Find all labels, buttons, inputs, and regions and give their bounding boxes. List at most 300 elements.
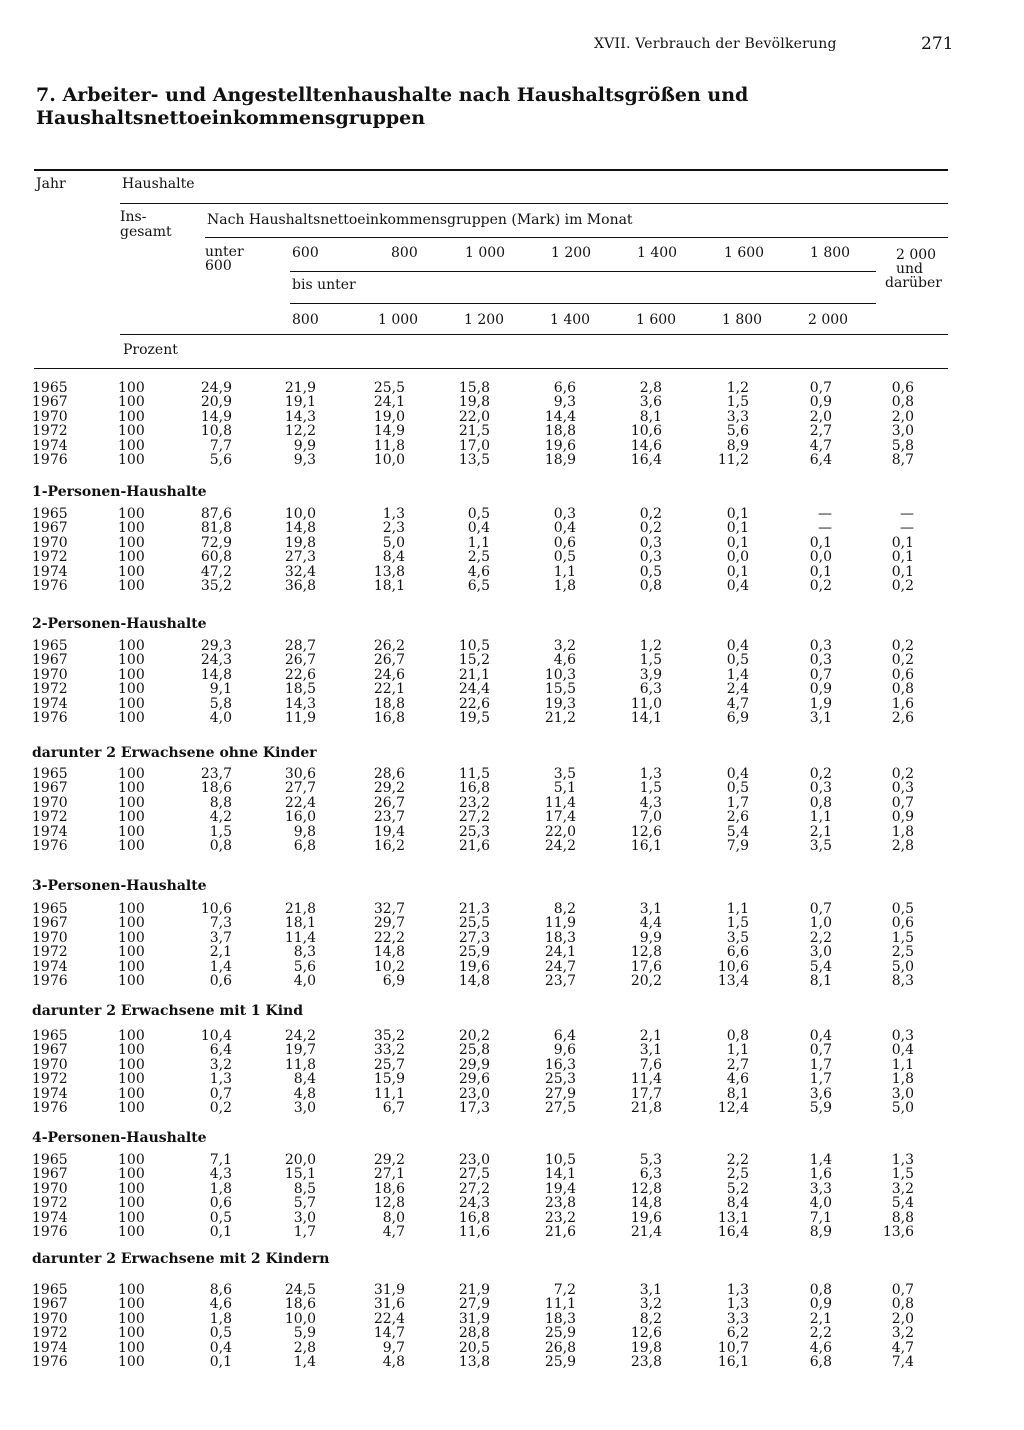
table-row bbox=[0, 916, 1024, 930]
value-cell: 27,3 bbox=[458, 929, 490, 946]
value-cell: 0,6 bbox=[891, 666, 914, 683]
value-cell: 1,2 bbox=[639, 638, 662, 654]
value-cell: 0,2 bbox=[209, 1099, 232, 1116]
value-cell: 17,6 bbox=[630, 958, 662, 975]
value-cell: 14,9 bbox=[373, 423, 405, 440]
rule-bis-unter bbox=[290, 303, 876, 304]
value-cell: 1,5 bbox=[726, 394, 749, 411]
value-cell: 0,7 bbox=[809, 1042, 832, 1059]
value-cell: 1,8 bbox=[209, 1180, 232, 1197]
total-cell: 100 bbox=[118, 1166, 145, 1183]
value-cell: 4,7 bbox=[726, 695, 749, 712]
total-cell: 100 bbox=[118, 380, 145, 396]
value-cell: 23,8 bbox=[544, 1195, 576, 1212]
value-cell: 0,0 bbox=[809, 549, 832, 566]
value-cell: 0,1 bbox=[726, 534, 749, 551]
value-cell: 0,7 bbox=[209, 1085, 232, 1102]
value-cell: 27,9 bbox=[544, 1085, 576, 1102]
year-cell: 1976 bbox=[32, 1223, 68, 1240]
value-cell: 0,7 bbox=[809, 666, 832, 683]
total-cell: 100 bbox=[118, 1223, 145, 1240]
year-cell: 1965 bbox=[32, 638, 68, 654]
year-cell: 1967 bbox=[32, 652, 68, 669]
value-cell: 2,8 bbox=[293, 1339, 316, 1356]
value-cell: 18,9 bbox=[544, 451, 576, 468]
total-cell: 100 bbox=[118, 1180, 145, 1197]
value-cell: 12,8 bbox=[630, 944, 662, 961]
group-title: darunter 2 Erwachsene mit 1 Kind bbox=[32, 1003, 303, 1019]
value-cell: 19,8 bbox=[284, 534, 316, 551]
value-cell: 3,0 bbox=[293, 1099, 316, 1116]
value-cell: 25,9 bbox=[544, 1325, 576, 1342]
table-row bbox=[0, 810, 1024, 824]
table-row bbox=[0, 931, 1024, 945]
total-cell: 100 bbox=[118, 577, 145, 594]
year-cell: 1967 bbox=[32, 780, 68, 797]
value-cell: 13,5 bbox=[458, 451, 490, 468]
value-cell: 1,2 bbox=[726, 380, 749, 396]
value-cell: 2,7 bbox=[809, 423, 832, 440]
value-cell: 6,9 bbox=[382, 972, 405, 989]
value-cell: 1,3 bbox=[639, 766, 662, 782]
year-cell: 1976 bbox=[32, 577, 68, 594]
value-cell: 15,2 bbox=[458, 652, 490, 669]
value-cell: 4,3 bbox=[639, 794, 662, 811]
value-cell: 14,1 bbox=[630, 709, 662, 726]
value-cell: 23,2 bbox=[458, 794, 490, 811]
value-cell: 5,7 bbox=[293, 1195, 316, 1212]
value-cell: 27,2 bbox=[458, 1180, 490, 1197]
value-cell: 0,9 bbox=[891, 809, 914, 826]
value-cell: 2,7 bbox=[726, 1056, 749, 1073]
table-row bbox=[0, 395, 1024, 409]
year-cell: 1967 bbox=[32, 394, 68, 411]
table-row bbox=[0, 1225, 1024, 1239]
value-cell: 0,1 bbox=[809, 563, 832, 580]
value-cell: 2,1 bbox=[209, 944, 232, 961]
value-cell: 5,9 bbox=[293, 1325, 316, 1342]
value-cell: 3,1 bbox=[639, 1042, 662, 1059]
value-cell: 0,1 bbox=[209, 1353, 232, 1370]
value-cell: 24,6 bbox=[373, 666, 405, 683]
total-cell: 100 bbox=[118, 958, 145, 975]
value-cell: 29,7 bbox=[373, 915, 405, 932]
value-cell: 24,9 bbox=[200, 380, 232, 396]
value-cell: 20,0 bbox=[284, 1152, 316, 1168]
value-cell: 3,1 bbox=[639, 1282, 662, 1298]
value-cell: — bbox=[900, 520, 914, 537]
value-cell: 9,3 bbox=[553, 394, 576, 411]
value-cell: 6,3 bbox=[639, 681, 662, 698]
total-cell: 100 bbox=[118, 837, 145, 854]
col-header-bis-unter: bis unter bbox=[292, 277, 356, 293]
year-cell: 1970 bbox=[32, 1310, 68, 1327]
value-cell: 14,8 bbox=[458, 972, 490, 989]
table-row bbox=[0, 507, 1024, 521]
col-header-jahr: Jahr bbox=[36, 176, 66, 192]
value-cell: 1,3 bbox=[726, 1296, 749, 1313]
value-cell: 16,8 bbox=[458, 1209, 490, 1226]
value-cell: 0,5 bbox=[726, 780, 749, 797]
value-cell: 8,4 bbox=[382, 549, 405, 566]
col-header-haushalte: Haushalte bbox=[122, 176, 195, 192]
value-cell: 5,4 bbox=[891, 1195, 914, 1212]
table-row bbox=[0, 1297, 1024, 1311]
year-cell: 1972 bbox=[32, 1071, 68, 1088]
value-cell: 11,6 bbox=[458, 1223, 490, 1240]
value-cell: 5,8 bbox=[209, 695, 232, 712]
value-cell: 0,3 bbox=[809, 652, 832, 669]
value-cell: 35,2 bbox=[373, 1028, 405, 1044]
value-cell: 2,2 bbox=[809, 1325, 832, 1342]
value-cell: 0,3 bbox=[809, 638, 832, 654]
group-block bbox=[0, 902, 1024, 988]
value-cell: 1,1 bbox=[553, 563, 576, 580]
value-cell: 27,9 bbox=[458, 1296, 490, 1313]
year-cell: 1974 bbox=[32, 958, 68, 975]
total-cell: 100 bbox=[118, 520, 145, 537]
value-cell: 0,1 bbox=[209, 1223, 232, 1240]
value-cell: 11,4 bbox=[284, 929, 316, 946]
value-cell: 6,4 bbox=[809, 451, 832, 468]
group-block bbox=[0, 767, 1024, 853]
value-cell: 6,7 bbox=[382, 1099, 405, 1116]
col-header-to-2: 1 200 bbox=[464, 312, 505, 328]
value-cell: 3,7 bbox=[209, 929, 232, 946]
value-cell: 8,2 bbox=[553, 901, 576, 917]
group-block bbox=[0, 1029, 1024, 1115]
group-title: 4-Personen-Haushalte bbox=[32, 1130, 207, 1146]
total-cell: 100 bbox=[118, 1296, 145, 1313]
value-cell: 27,7 bbox=[284, 780, 316, 797]
value-cell: 24,4 bbox=[458, 681, 490, 698]
value-cell: 0,6 bbox=[891, 915, 914, 932]
value-cell: 4,0 bbox=[209, 709, 232, 726]
value-cell: 3,3 bbox=[726, 408, 749, 425]
year-cell: 1967 bbox=[32, 1296, 68, 1313]
value-cell: 22,1 bbox=[373, 681, 405, 698]
year-cell: 1976 bbox=[32, 451, 68, 468]
value-cell: 19,8 bbox=[630, 1339, 662, 1356]
total-cell: 100 bbox=[118, 549, 145, 566]
value-cell: 19,8 bbox=[458, 394, 490, 411]
value-cell: 16,1 bbox=[717, 1353, 749, 1370]
value-cell: 2,6 bbox=[726, 809, 749, 826]
value-cell: 0,4 bbox=[467, 520, 490, 537]
total-cell: 100 bbox=[118, 972, 145, 989]
value-cell: 0,0 bbox=[726, 549, 749, 566]
value-cell: 4,6 bbox=[209, 1296, 232, 1313]
value-cell: 12,8 bbox=[630, 1180, 662, 1197]
value-cell: 3,1 bbox=[639, 901, 662, 917]
year-cell: 1972 bbox=[32, 1325, 68, 1342]
table-row bbox=[0, 565, 1024, 579]
year-cell: 1972 bbox=[32, 549, 68, 566]
total-cell: 100 bbox=[118, 666, 145, 683]
value-cell: 0,1 bbox=[891, 549, 914, 566]
col-header-darueber: darüber bbox=[885, 275, 942, 291]
value-cell: 1,4 bbox=[726, 666, 749, 683]
value-cell: 16,4 bbox=[717, 1223, 749, 1240]
total-cell: 100 bbox=[118, 1028, 145, 1044]
total-cell: 100 bbox=[118, 1209, 145, 1226]
col-header-to-6: 2 000 bbox=[808, 312, 849, 328]
value-cell: 3,1 bbox=[809, 709, 832, 726]
value-cell: 25,3 bbox=[458, 823, 490, 840]
value-cell: 19,0 bbox=[373, 408, 405, 425]
value-cell: 3,6 bbox=[639, 394, 662, 411]
value-cell: 0,6 bbox=[891, 380, 914, 396]
table-row bbox=[0, 1196, 1024, 1210]
value-cell: 10,0 bbox=[284, 1310, 316, 1327]
year-cell: 1976 bbox=[32, 972, 68, 989]
year-cell: 1976 bbox=[32, 837, 68, 854]
value-cell: 28,6 bbox=[373, 766, 405, 782]
table-row bbox=[0, 902, 1024, 916]
value-cell: 0,5 bbox=[553, 549, 576, 566]
year-cell: 1972 bbox=[32, 809, 68, 826]
value-cell: 18,8 bbox=[373, 695, 405, 712]
total-cell: 100 bbox=[118, 563, 145, 580]
value-cell: 21,9 bbox=[284, 380, 316, 396]
value-cell: 22,4 bbox=[373, 1310, 405, 1327]
value-cell: 4,7 bbox=[809, 437, 832, 454]
value-cell: 1,1 bbox=[891, 1056, 914, 1073]
value-cell: 0,6 bbox=[553, 534, 576, 551]
col-header-to-5: 1 800 bbox=[722, 312, 763, 328]
value-cell: 32,7 bbox=[373, 901, 405, 917]
year-cell: 1970 bbox=[32, 794, 68, 811]
value-cell: 8,9 bbox=[809, 1223, 832, 1240]
value-cell: 0,1 bbox=[726, 506, 749, 522]
value-cell: 0,9 bbox=[809, 394, 832, 411]
total-cell: 100 bbox=[118, 944, 145, 961]
value-cell: 7,0 bbox=[639, 809, 662, 826]
value-cell: 7,1 bbox=[809, 1209, 832, 1226]
table-row bbox=[0, 453, 1024, 467]
value-cell: 8,8 bbox=[891, 1209, 914, 1226]
value-cell: 4,6 bbox=[809, 1339, 832, 1356]
value-cell: 2,5 bbox=[891, 944, 914, 961]
value-cell: 11,0 bbox=[630, 695, 662, 712]
year-cell: 1965 bbox=[32, 766, 68, 782]
value-cell: 22,0 bbox=[544, 823, 576, 840]
value-cell: 19,1 bbox=[284, 394, 316, 411]
value-cell: 5,6 bbox=[726, 423, 749, 440]
year-cell: 1967 bbox=[32, 915, 68, 932]
year-cell: 1965 bbox=[32, 1282, 68, 1298]
value-cell: 8,3 bbox=[293, 944, 316, 961]
value-cell: 16,4 bbox=[630, 451, 662, 468]
value-cell: 21,5 bbox=[458, 423, 490, 440]
total-cell: 100 bbox=[118, 408, 145, 425]
value-cell: 15,8 bbox=[458, 380, 490, 396]
value-cell: 29,6 bbox=[458, 1071, 490, 1088]
value-cell: 2,2 bbox=[809, 929, 832, 946]
value-cell: 13,1 bbox=[717, 1209, 749, 1226]
value-cell: 47,2 bbox=[200, 563, 232, 580]
value-cell: 10,6 bbox=[717, 958, 749, 975]
value-cell: 10,0 bbox=[373, 451, 405, 468]
value-cell: 2,0 bbox=[891, 408, 914, 425]
value-cell: 26,7 bbox=[373, 652, 405, 669]
value-cell: 31,9 bbox=[373, 1282, 405, 1298]
value-cell: 1,1 bbox=[726, 901, 749, 917]
year-cell: 1970 bbox=[32, 534, 68, 551]
year-cell: 1967 bbox=[32, 1166, 68, 1183]
value-cell: 1,1 bbox=[809, 809, 832, 826]
table-row bbox=[0, 653, 1024, 667]
year-cell: 1967 bbox=[32, 520, 68, 537]
total-cell: 100 bbox=[118, 1071, 145, 1088]
value-cell: 18,5 bbox=[284, 681, 316, 698]
value-cell: 0,1 bbox=[891, 563, 914, 580]
year-cell: 1974 bbox=[32, 563, 68, 580]
value-cell: 17,3 bbox=[458, 1099, 490, 1116]
value-cell: 18,1 bbox=[373, 577, 405, 594]
value-cell: 0,8 bbox=[639, 577, 662, 594]
value-cell: 19,5 bbox=[458, 709, 490, 726]
value-cell: 10,6 bbox=[630, 423, 662, 440]
value-cell: 19,7 bbox=[284, 1042, 316, 1059]
total-cell: 100 bbox=[118, 1085, 145, 1102]
year-cell: 1976 bbox=[32, 1099, 68, 1116]
value-cell: 0,8 bbox=[726, 1028, 749, 1044]
value-cell: 1,4 bbox=[809, 1152, 832, 1168]
value-cell: 0,2 bbox=[639, 520, 662, 537]
year-cell: 1974 bbox=[32, 1085, 68, 1102]
value-cell: 25,9 bbox=[544, 1353, 576, 1370]
table-row bbox=[0, 1283, 1024, 1297]
value-cell: 0,8 bbox=[891, 394, 914, 411]
value-cell: 26,7 bbox=[373, 794, 405, 811]
table-row bbox=[0, 711, 1024, 725]
group-block bbox=[0, 639, 1024, 725]
value-cell: 2,8 bbox=[891, 837, 914, 854]
table-row bbox=[0, 1058, 1024, 1072]
value-cell: 15,5 bbox=[544, 681, 576, 698]
value-cell: 9,8 bbox=[293, 823, 316, 840]
value-cell: 29,2 bbox=[373, 1152, 405, 1168]
col-header-to-3: 1 400 bbox=[550, 312, 591, 328]
value-cell: 27,1 bbox=[373, 1166, 405, 1183]
total-cell: 100 bbox=[118, 1310, 145, 1327]
value-cell: 14,3 bbox=[284, 695, 316, 712]
value-cell: 2,1 bbox=[809, 1310, 832, 1327]
value-cell: 1,8 bbox=[209, 1310, 232, 1327]
value-cell: 8,4 bbox=[293, 1071, 316, 1088]
value-cell: 24,1 bbox=[373, 394, 405, 411]
value-cell: 11,1 bbox=[373, 1085, 405, 1102]
col-header-from-2: 1 000 bbox=[465, 245, 506, 261]
year-cell: 1970 bbox=[32, 1056, 68, 1073]
value-cell: 5,2 bbox=[726, 1180, 749, 1197]
value-cell: 21,8 bbox=[284, 901, 316, 917]
value-cell: 11,5 bbox=[458, 766, 490, 782]
value-cell: 1,8 bbox=[891, 1071, 914, 1088]
value-cell: 2,8 bbox=[639, 380, 662, 396]
col-header-und: und bbox=[896, 261, 923, 277]
value-cell: 9,6 bbox=[553, 1042, 576, 1059]
value-cell: 25,7 bbox=[373, 1056, 405, 1073]
col-header-from-3: 1 200 bbox=[551, 245, 592, 261]
value-cell: 10,5 bbox=[458, 638, 490, 654]
year-cell: 1974 bbox=[32, 1209, 68, 1226]
table-row bbox=[0, 796, 1024, 810]
value-cell: 0,1 bbox=[726, 563, 749, 580]
value-cell: 1,5 bbox=[891, 1166, 914, 1183]
value-cell: 22,6 bbox=[284, 666, 316, 683]
value-cell: 7,6 bbox=[639, 1056, 662, 1073]
value-cell: 3,0 bbox=[809, 944, 832, 961]
col-header-from-0: 600 bbox=[292, 245, 319, 261]
value-cell: 0,4 bbox=[553, 520, 576, 537]
table-row bbox=[0, 767, 1024, 781]
col-header-2000: 2 000 bbox=[896, 247, 937, 263]
value-cell: 29,9 bbox=[458, 1056, 490, 1073]
value-cell: 20,2 bbox=[458, 1028, 490, 1044]
value-cell: 12,6 bbox=[630, 823, 662, 840]
col-header-from-4: 1 400 bbox=[637, 245, 678, 261]
value-cell: 0,3 bbox=[891, 1028, 914, 1044]
value-cell: 28,7 bbox=[284, 638, 316, 654]
table-row bbox=[0, 1153, 1024, 1167]
col-header-to-0: 800 bbox=[292, 312, 319, 328]
group-title: 2-Personen-Haushalte bbox=[32, 616, 207, 632]
value-cell: 32,4 bbox=[284, 563, 316, 580]
value-cell: 3,5 bbox=[809, 837, 832, 854]
value-cell: 87,6 bbox=[200, 506, 232, 522]
year-cell: 1972 bbox=[32, 944, 68, 961]
value-cell: 13,8 bbox=[458, 1353, 490, 1370]
value-cell: 0,3 bbox=[553, 506, 576, 522]
table-row bbox=[0, 579, 1024, 593]
value-cell: 6,4 bbox=[209, 1042, 232, 1059]
year-cell: 1974 bbox=[32, 437, 68, 454]
value-cell: 0,5 bbox=[639, 563, 662, 580]
value-cell: 8,2 bbox=[639, 1310, 662, 1327]
value-cell: 11,4 bbox=[630, 1071, 662, 1088]
value-cell: 3,0 bbox=[891, 423, 914, 440]
value-cell: 4,8 bbox=[382, 1353, 405, 1370]
value-cell: 24,2 bbox=[284, 1028, 316, 1044]
table-row bbox=[0, 960, 1024, 974]
value-cell: 0,7 bbox=[809, 901, 832, 917]
value-cell: 19,4 bbox=[544, 1180, 576, 1197]
value-cell: 20,9 bbox=[200, 394, 232, 411]
value-cell: 18,8 bbox=[544, 423, 576, 440]
value-cell: 13,4 bbox=[717, 972, 749, 989]
value-cell: 6,4 bbox=[553, 1028, 576, 1044]
rule-group-head bbox=[205, 237, 948, 238]
value-cell: 1,3 bbox=[726, 1282, 749, 1298]
total-cell: 100 bbox=[118, 506, 145, 522]
rule-to bbox=[120, 334, 948, 335]
value-cell: 23,8 bbox=[630, 1353, 662, 1370]
value-cell: 2,0 bbox=[891, 1310, 914, 1327]
value-cell: 10,7 bbox=[717, 1339, 749, 1356]
value-cell: 31,6 bbox=[373, 1296, 405, 1313]
value-cell: 4,6 bbox=[553, 652, 576, 669]
value-cell: 6,3 bbox=[639, 1166, 662, 1183]
total-cell: 100 bbox=[118, 1282, 145, 1298]
group-block bbox=[0, 507, 1024, 593]
year-cell: 1976 bbox=[32, 1353, 68, 1370]
value-cell: 1,5 bbox=[639, 780, 662, 797]
value-cell: 7,4 bbox=[891, 1353, 914, 1370]
value-cell: 1,6 bbox=[891, 695, 914, 712]
value-cell: 3,2 bbox=[891, 1180, 914, 1197]
